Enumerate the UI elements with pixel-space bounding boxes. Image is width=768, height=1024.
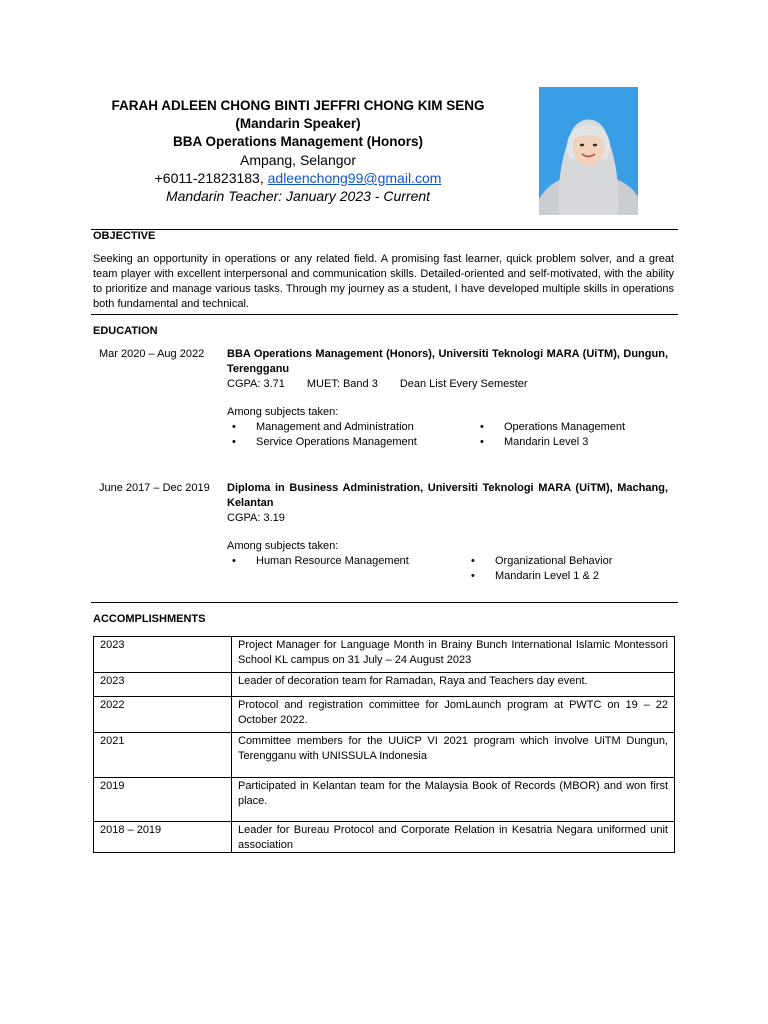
description-cell: Leader for Bureau Protocol and Corporate Relation in Kesatria Negara uniformed unit association xyxy=(232,822,675,853)
table-row xyxy=(94,637,675,673)
bullet-icon: • xyxy=(232,436,236,448)
description-cell: Project Manager for Language Month in Brainy Bunch International Islamic Montessori School KL campus on 31 July – 24 August 2023 xyxy=(232,637,675,673)
divider xyxy=(91,314,678,315)
objective-heading: OBJECTIVE xyxy=(93,230,156,242)
education-date: June 2017 – Dec 2019 xyxy=(99,482,210,494)
education-entry xyxy=(227,481,668,526)
divider xyxy=(91,602,678,603)
bullet-icon: • xyxy=(471,555,475,567)
year-cell: 2019 xyxy=(94,778,232,822)
bullet-icon: • xyxy=(232,555,236,567)
education-entry xyxy=(227,347,668,392)
profile-photo xyxy=(539,87,638,215)
phone-number: +6011-21823183, xyxy=(154,170,264,186)
candidate-name: FARAH ADLEEN CHONG BINTI JEFFRI CHONG KIM SENG xyxy=(111,98,485,113)
contact-line xyxy=(92,169,504,187)
current-role: Mandarin Teacher: January 2023 - Current xyxy=(165,188,431,204)
table-row xyxy=(94,697,675,733)
education-heading: EDUCATION xyxy=(93,325,158,337)
table-row xyxy=(94,778,675,822)
bullet-icon: • xyxy=(232,421,236,433)
speaker-note: (Mandarin Speaker) xyxy=(235,116,361,131)
bullet-icon: • xyxy=(471,570,475,582)
grades-line xyxy=(227,377,668,392)
year-cell: 2018 – 2019 xyxy=(94,822,232,853)
person-portrait-icon xyxy=(539,87,638,215)
email-link[interactable]: adleenchong99@gmail.com xyxy=(267,170,442,186)
description-cell: Committee members for the UUiCP VI 2021 program which involve UiTM Dungun, Terengganu with UNISSULA Indonesia xyxy=(232,733,675,778)
table-row xyxy=(94,673,675,697)
subjects-label: Among subjects taken: xyxy=(227,540,339,552)
subjects-label: Among subjects taken: xyxy=(227,406,339,418)
accomplishments-table xyxy=(93,636,675,853)
resume-header xyxy=(92,97,504,205)
cgpa: CGPA: 3.19 xyxy=(227,512,285,524)
degree-title: BBA Operations Management (Honors) xyxy=(172,134,424,149)
objective-text: Seeking an opportunity in operations or any related field. A promising fast learner, quick problem solver, and a great team player with excellent interpersonal and communication skills. Detailed-oriented and self-motivated, with the ability to prioritize and manage various tasks. Through my journey as a student, I have developed multiple skills in operations both fundamental and technical. xyxy=(93,253,674,310)
year-cell: 2023 xyxy=(94,673,232,697)
year-cell: 2022 xyxy=(94,697,232,733)
year-cell: 2023 xyxy=(94,637,232,673)
table-row xyxy=(94,822,675,853)
dean-list: Dean List Every Semester xyxy=(399,378,528,390)
description-cell: Protocol and registration committee for JomLaunch program at PWTC on 19 – 22 October 2022. xyxy=(232,697,675,733)
bullet-icon: • xyxy=(480,436,484,448)
muet: MUET: Band 3 xyxy=(306,378,378,390)
institution-title: BBA Operations Management (Honors), Universiti Teknologi MARA (UiTM), Dungun, Terengganu xyxy=(227,348,668,375)
cgpa: CGPA: 3.71 xyxy=(227,378,285,390)
description-cell: Leader of decoration team for Ramadan, Raya and Teachers day event. xyxy=(232,673,675,697)
divider xyxy=(91,229,678,230)
education-date: Mar 2020 – Aug 2022 xyxy=(99,348,205,360)
accomplishments-heading: ACCOMPLISHMENTS xyxy=(93,613,206,625)
table-row xyxy=(94,733,675,778)
bullet-icon: • xyxy=(480,421,484,433)
institution-title: Diploma in Business Administration, Universiti Teknologi MARA (UiTM), Machang, Kelantan xyxy=(227,482,668,509)
description-cell: Participated in Kelantan team for the Malaysia Book of Records (MBOR) and won first place. xyxy=(232,778,675,822)
year-cell: 2021 xyxy=(94,733,232,778)
location: Ampang, Selangor xyxy=(240,152,356,168)
